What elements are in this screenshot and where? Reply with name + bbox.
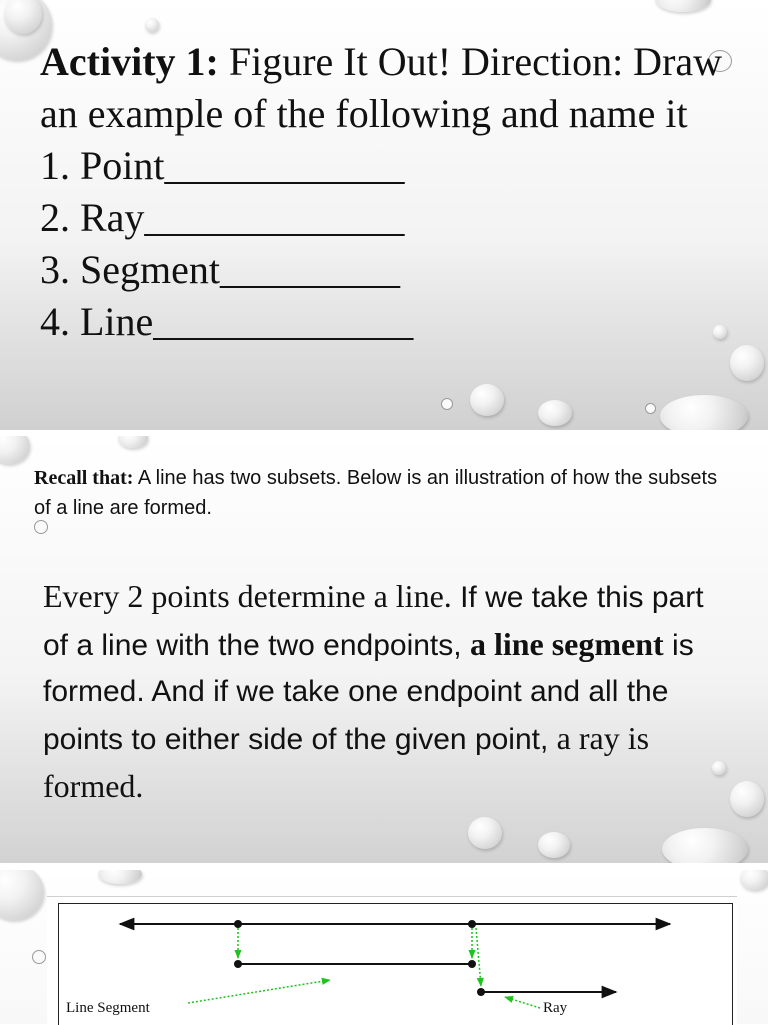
point-a [234, 920, 242, 928]
segment-endpoint-a [234, 960, 242, 968]
activity-item-line: 4. Line_____________ [40, 299, 414, 344]
ray-endpoint [477, 988, 485, 996]
activity-item-ray: 2. Ray_____________ [40, 195, 405, 240]
recall-body: A line has two subsets. Below is an illustration of how the subsets of a line are formed. [34, 467, 718, 519]
explanation-bold-segment: a line segment [469, 626, 664, 662]
activity-label: Activity 1: [40, 39, 219, 84]
guide-arrow [476, 928, 481, 986]
activity-item-point: 1. Point____________ [40, 143, 405, 188]
ray-label: Ray [543, 1000, 568, 1016]
explanation-part3: is formed. And if we take one endpoint and all the points to either side of the given point, [43, 629, 694, 756]
explanation-part4: a ray is formed. [43, 720, 650, 804]
activity-item-segment: 3. Segment_________ [40, 247, 400, 292]
segment-endpoint-b [468, 960, 476, 968]
explanation-part1: Every 2 points determine a line. [43, 578, 452, 614]
explanation-part2: If we take this part of a line with the two endpoints, [43, 581, 704, 662]
segment-label-arrow [188, 980, 330, 1003]
segment-label: Line Segment [66, 1000, 150, 1016]
ray-label-arrow [505, 997, 540, 1008]
activity-title: Figure It Out! Direction: Draw an example of the following and name it [40, 39, 723, 136]
recall-label: Recall that: [34, 467, 134, 489]
point-b [468, 920, 476, 928]
